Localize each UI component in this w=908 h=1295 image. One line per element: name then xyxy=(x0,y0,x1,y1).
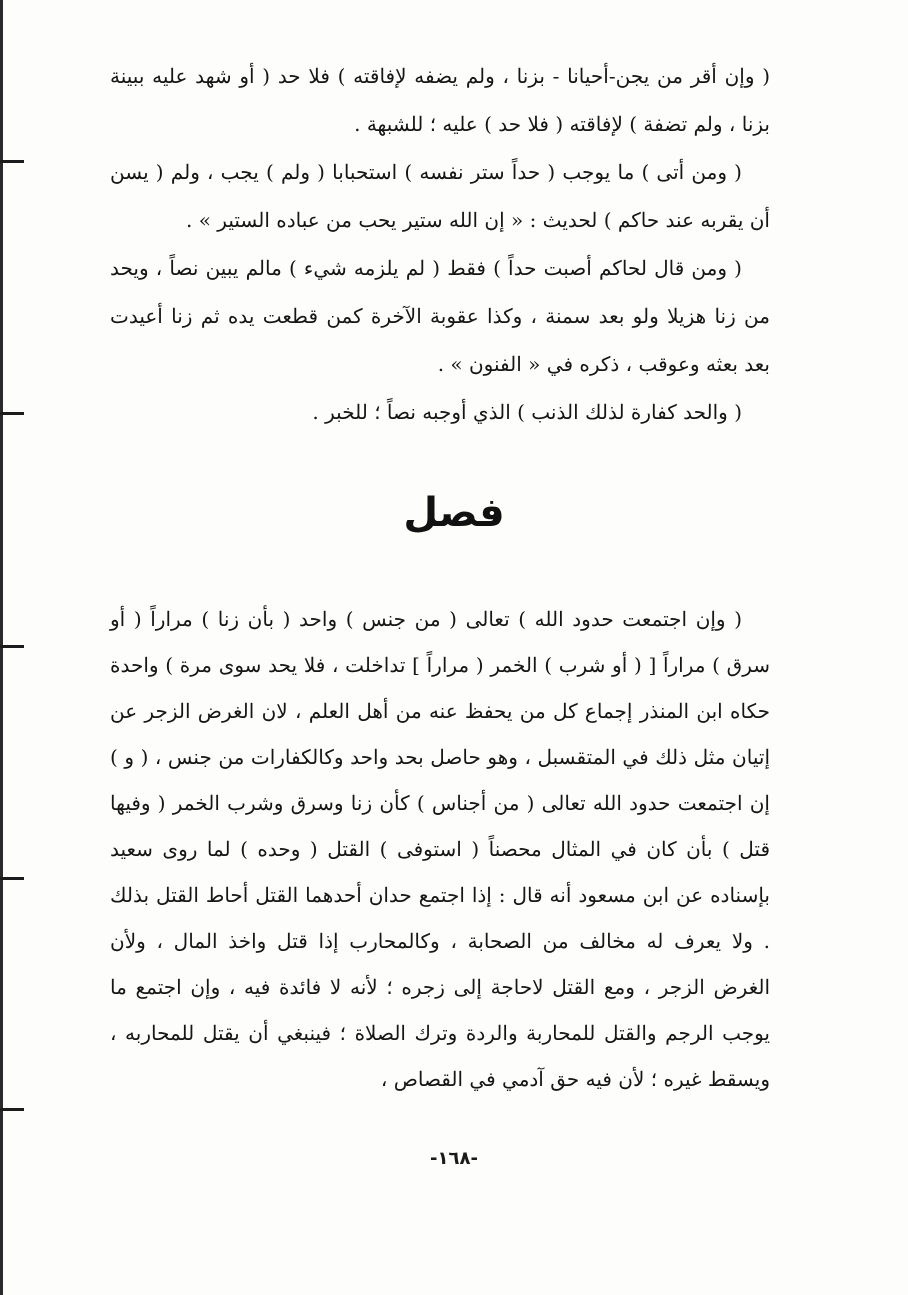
margin-tick-mark xyxy=(0,877,24,880)
margin-tick-mark xyxy=(0,160,24,163)
margin-tick-mark xyxy=(0,645,24,648)
paragraph: ( وإن اجتمعت حدود الله ) تعالى ( من جنس ) واحد ( بأن زنا ) مراراً ( أو سرق ) مراراً [ ( أو شرب ) الخمر ( مراراً ] تداخلت ، فلا يحد سوى مرة ) واحدة حكاه ابن المنذر إجماع كل من يحفظ عنه من أهل العلم ، لان الغرض الزجر عن إتيان مثل ذلك في المتقسبل ، وهو حاصل بحد واحد وكالكفارات من جنس ، ( و ) إن اجتمعت حدود الله تعالى ( من أجناس ) كأن زنا وسرق وشرب الخمر ( وفيها قتل ) بأن كان في المثال محصناً ( استوفى ) القتل ( وحده ) لما روى سعيد بإسناده عن ابن مسعود أنه قال : إذا اجتمع حدان أحدهما القتل أحاط القتل بذلك . ولا يعرف له مخالف من الصحابة ، وكالمحارب إذا قتل واخذ المال ، ولأن الغرض الزجر ، ومع القتل لاحاجة إلى زجره ؛ لأنه لا فائدة فيه ، وإن اجتمع ما يوجب الرجم والقتل للمحاربة والردة وترك الصلاة ؛ فينبغي أن يقتل للمحاربه ، ويسقط غيره ؛ لأن فيه حق آدمي في القصاص ، xyxy=(110,607,770,1091)
paragraph: ( والحد كفارة لذلك الذنب ) الذي أوجبه نصاً ؛ للخبر . xyxy=(312,400,742,424)
margin-tick-mark xyxy=(0,1108,24,1111)
section-one-text xyxy=(110,52,770,436)
paragraph: ( وإن أقر من يجن-أحيانا - بزنا ، ولم يضفه لإفاقته ) فلا حد ( أو شهد عليه ببينة بزنا ، ولم تضفة ) لإفاقته ( فلا حد ) عليه ؛ للشبهة . xyxy=(110,64,770,136)
paragraph: ( ومن قال لحاكم أصبت حداً ) فقط ( لم يلزمه شيء ) مالم يبين نصاً ، ويحد من زنا هزيلا ولو بعد سمنة ، وكذا عقوبة الآخرة كمن قطعت يده ثم زنا أعيدت بعد بعثه وعوقب ، ذكره في « الفنون » . xyxy=(110,256,770,376)
section-two-text xyxy=(110,596,770,1102)
section-heading: فصل xyxy=(403,490,505,536)
page-number: -١٦٨- xyxy=(430,1148,478,1169)
paragraph: ( ومن أتى ) ما يوجب ( حداً ستر نفسه ) استحبابا ( ولم ) يجب ، ولم ( يسن أن يقربه عند حاكم ) لحديث : « إن الله ستير يحب من عباده الستير » . xyxy=(110,160,770,232)
margin-tick-mark xyxy=(0,412,24,415)
